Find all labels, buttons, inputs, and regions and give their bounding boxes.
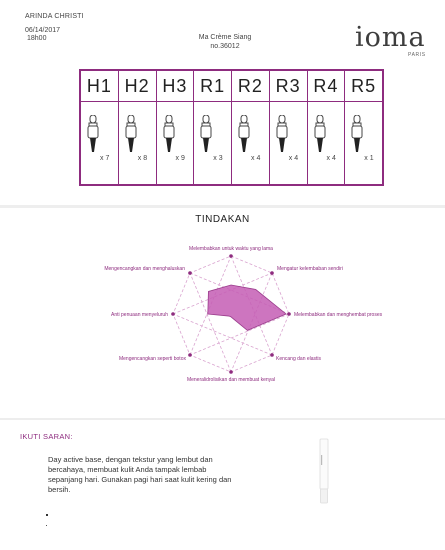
radar-axis-label: Meneralidrolisikan dan membuat kenyal — [186, 377, 276, 383]
radar-vertex — [229, 254, 233, 258]
report-time: 18h00 — [27, 35, 47, 42]
formula-header: H3 — [157, 71, 195, 101]
page-mark — [46, 514, 48, 516]
brand-logo-sub: PARIS — [408, 52, 426, 58]
brand-logo: ioma — [355, 22, 426, 53]
radar-vertex — [270, 353, 274, 357]
actions-title: TINDAKAN — [195, 214, 250, 225]
formula-quantity: x 7 — [100, 155, 110, 162]
formula-quantity-row — [81, 101, 382, 184]
advice-text: Day active base, dengan tekstur yang lembut dan bercahaya, membuat kulit Anda tampak lembab sepanjang hari. Gunakan pagi hari saat kulit kering dan bersih. — [48, 455, 232, 494]
radar-axis-label: Mengatur kelembaban sendiri — [277, 265, 343, 272]
formula-cell — [308, 101, 346, 184]
page-mark — [46, 525, 47, 526]
radar-vertex — [188, 353, 192, 357]
radar-axis-label: Kencang dan elastis — [276, 356, 322, 363]
radar-vertex — [188, 271, 192, 275]
formula-header: R4 — [308, 71, 346, 101]
section-divider — [0, 418, 445, 420]
formula-header: H1 — [81, 71, 119, 101]
actions-radar-chart — [0, 230, 445, 410]
formula-cell — [194, 101, 232, 184]
formula-header: R2 — [232, 71, 270, 101]
dropper-bottle-icon — [313, 115, 327, 158]
radar-axis-label: Mengencangkan dan menghaluskan — [104, 265, 185, 272]
formula-quantity: x 4 — [251, 155, 261, 162]
product-tube-image — [315, 437, 333, 507]
dropper-bottle-icon — [275, 115, 289, 158]
formula-quantity: x 8 — [137, 155, 148, 162]
formula-quantity: x 4 — [326, 155, 336, 162]
formula-cell — [232, 101, 270, 184]
advice-title: IKUTI SARAN: — [20, 432, 73, 441]
formula-header: R1 — [194, 71, 232, 101]
radar-vertex — [171, 312, 175, 316]
formula-header: H2 — [119, 71, 157, 101]
report-date: 06/14/2017 — [25, 27, 61, 34]
formula-header-row — [81, 71, 382, 102]
customer-name: ARINDA CHRISTI — [25, 13, 84, 20]
formula-cell — [345, 101, 382, 184]
product-name: Ma Crème Siang — [198, 34, 252, 41]
radar-vertex — [287, 312, 291, 316]
product-number: no.36012 — [210, 43, 240, 50]
dropper-bottle-icon — [86, 115, 100, 158]
formula-quantity: x 4 — [288, 155, 299, 162]
formula-cell — [81, 101, 119, 184]
radar-axis-label: Anti penuaan menyeluruh — [111, 312, 168, 318]
formula-cell — [270, 101, 308, 184]
formula-grid — [79, 69, 384, 186]
formula-cell — [157, 101, 195, 184]
radar-axis-label: Melembabkan untuk waktu yang lama — [189, 246, 273, 252]
dropper-bottle-icon — [350, 115, 364, 158]
formula-cell — [119, 101, 157, 184]
radar-axis-label: Mengencangkan seperti botox — [118, 356, 186, 363]
product-info — [190, 33, 260, 51]
formula-quantity: x 9 — [175, 155, 185, 162]
radar-data-area — [208, 285, 286, 330]
section-divider — [0, 205, 445, 208]
formula-header: R5 — [351, 75, 377, 96]
formula-quantity: x 1 — [364, 155, 374, 162]
formula-quantity: x 3 — [213, 155, 223, 162]
radar-vertex — [229, 370, 233, 374]
formula-header: R3 — [270, 71, 308, 101]
radar-axis-label: Melembabkan dan menghembat proses — [294, 312, 383, 318]
dropper-bottle-icon — [199, 115, 213, 158]
dropper-bottle-icon — [124, 115, 138, 158]
dropper-bottle-icon — [237, 115, 251, 158]
dropper-bottle-icon — [162, 115, 176, 158]
radar-vertex — [270, 271, 274, 275]
